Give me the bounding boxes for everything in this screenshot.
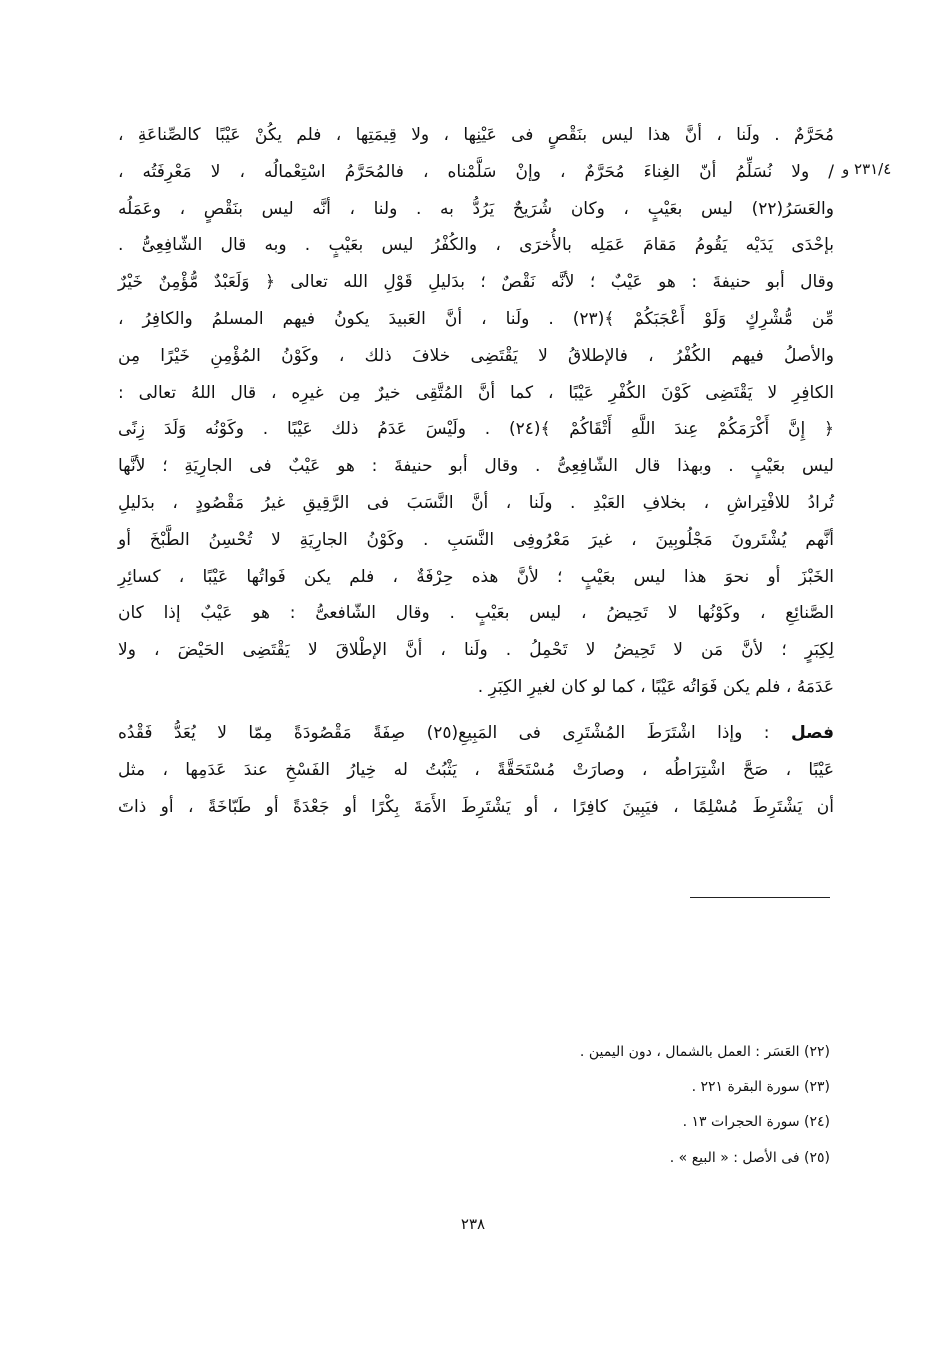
text-line: ﴿ إِنَّ أَكْرَمَكُمْ عِندَ اللَّهِ أَتْقَاكُمْ ﴾(٢٤) . ولَيْسَ عَدَمُ ذلك عَيْبًا . وكَوْنُه وَلَدَ زِنًى [118,419,835,440]
text-line: / ولا نُسَلِّمُ أنّ الغِناءَ مُحَرَّمٌ ، وإنْ سَلَّمْناه ، فالمُحَرَّمُ اسْتِعْمالُه ، لا مَعْرِفَتُه ، [118,161,834,182]
footnote: (٢٢) العَسَر : العمل بالشمال ، دون اليمين . [579,1044,830,1060]
text-line: والعَسَرُ(٢٢) ليس بعَيْبٍ ، وكان شُرَيحٌ يَرُدُّ به . ولنا ، أنَّه ليس بنَقْصٍ ، وعَمَلُه [118,198,834,219]
text-line: أنَّهم يُشْتَرونَ مَجْلُوبِينَ ، غيرَ مَعْرُوفِى النَّسَبِ . وكَوْنُ الجارِيَةِ لا تُحْسِنُ الطَّبْخَ أو [118,529,834,550]
text-line: تُرادُ للافْتِراشِ ، بخلافِ العَبْدِ . ولَنا ، أنَّ النَّسَبَ فى الرَّقِيقِ غيرُ مَقْصُودٍ ، بدَليلِ [118,492,834,513]
text-line: أن يَشْتَرِطَ مُسْلِمًا ، فيَبِينَ كافِرًا ، أو يَشْتَرِطَ الأَمَةَ بِكْرًا أو جَعْدَةً أو طَبّاخَةً ، أو ذاتَ [118,796,834,817]
section-heading: فصل [790,723,834,743]
text-line: وقال أبو حنيفةَ : هو عَيْبٌ ؛ لأنَّه نَقْصٌ ؛ بدَليلِ قَوْلِ الله تعالى ﴿ وَلَعَبْدٌ مُّؤْمِنٌ خَيْرٌ [118,272,834,293]
text-line: مُحَرَّمٌ . ولَنا ، أنَّ هذا ليس بنَقْصٍ فى عَيْنِها ، ولا قِيمَتِها ، فلم يكُنْ عَيْبًا كالصِّناعَةِ ، [118,125,834,145]
text-line: الكافِرِ لا يَقْتَضِى كَوْنَ الكُفْرِ عَيْبًا ، كما أنَّ المُتَّقِى خيرٌ مِن غيرِه ، قال اللهُ تعالى : [118,382,834,403]
text-line: بإحْدَى يَدَيْه يَقُومُ مَقامَ عَمَلِه بالأُخرَى ، والكُفْرُ ليس بعَيْبٍ . وبه قال الشّافِعِىُّ . [118,235,834,256]
footnote: (٢٣) سورة البقرة ٢٢١ . [691,1079,830,1095]
paragraph-2 [118,715,834,825]
text-line: ليس بعَيْبٍ . وبهذا قال الشّافِعِىُّ . وقال أبو حنيفةَ : هو عَيْبٌ فى الجارِيَةِ ؛ لأنَّها [118,456,834,477]
text-line: عَدَمَهُ ، فلم يكن فَوَاتُه عَيْبًا ، كما لو كان لغيرِ الكِبَرِ . [477,676,834,697]
text-line: مِّن مُّشْرِكٍ وَلَوْ أَعْجَبَكُمْ ﴾(٢٣) . ولَنا ، أنَّ العَبيدَ يكونُ فيهم المسلمُ والكافِرُ ، [118,308,834,329]
text-span: : وإذا اشْتَرَطَ المُشْتَرِى فى المَبِيعِ(٢٥) صِفَةً مَقْصُودَةً مِمّا لا يُعَدُّ فَقْدُه [118,723,770,743]
text-line: الصَّنائِعِ ، وكَوْنُها لا تَحِيضُ ، ليس بعَيْبٍ . وقال الشّافعىُّ : هو عَيْبٌ إذا كان [118,603,834,624]
footnote-divider [690,897,830,898]
text-line: والأصلُ فيهم الكُفْرُ ، فالإطلاقُ لا يَقْتَضِى خلافَ ذلك ، وكَوْنُ المُؤْمِنِ خَيْرًا مِن [118,345,834,366]
footnote: (٢٤) سورة الحجرات ١٣ . [682,1114,830,1130]
text-line [118,715,834,752]
text-line: لِكِبَرٍ ؛ لأنَّ مَن لا تَحِيضُ لا تَحْمِلُ . ولَنا ، أنَّ الإطْلاقَ لا يَقْتَضِى الحَيْضَ ، ولا [118,640,834,661]
text-line: الخَبْزَ أو نحوَ هذا ليس بعَيْبٍ ؛ لأنَّ هذه حِرْفَةٌ ، فلم يكن فَواتُها عَيْبًا ، كسائِرِ [118,566,834,587]
text-line: عَيْبًا ، صَحَّ اشْتِرَاطُه ، وصارَتْ مُسْتَحَقَّةً ، يَثْبُتُ له خِيارُ الفَسْخِ عندَ عَدَمِها ، مثل [118,759,834,780]
paragraph-1 [118,117,834,706]
manuscript-folio-note: ٢٣١/٤ و [842,160,892,178]
page-number: ٢٣٨ [460,1215,486,1233]
footnote: (٢٥) فى الأصل : « البيع » . [669,1150,830,1166]
